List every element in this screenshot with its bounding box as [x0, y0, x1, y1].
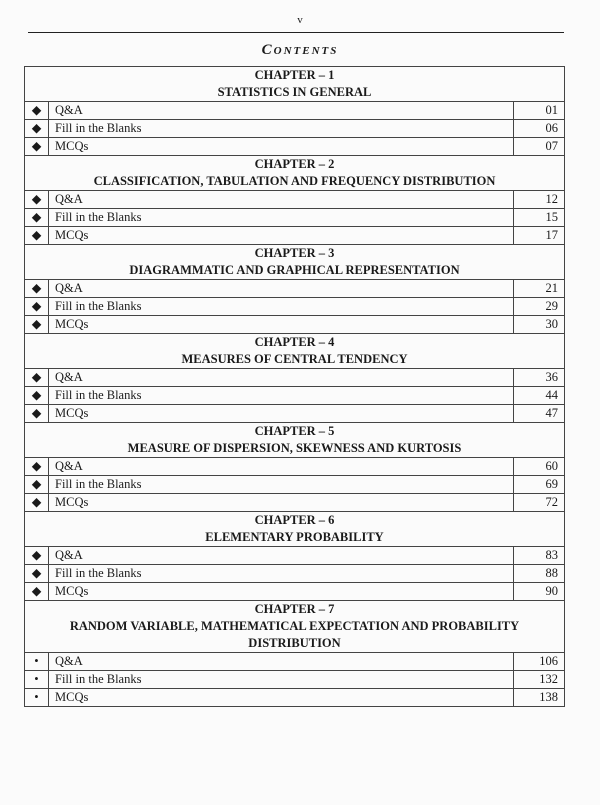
chapter-header-row [25, 67, 565, 102]
toc-entry-page: 106 [514, 653, 565, 671]
toc-entry-page: 90 [514, 583, 565, 601]
toc-entry-row[interactable] [25, 476, 565, 494]
chapter-label: CHAPTER – 2 [254, 157, 335, 171]
toc-entry-row[interactable] [25, 138, 565, 156]
toc-entry-label: Q&A [49, 102, 514, 120]
chapter-header-row [25, 245, 565, 280]
toc-entry-label: Q&A [49, 191, 514, 209]
chapter-heading [25, 512, 565, 547]
chapter-header-row [25, 423, 565, 458]
chapter-label: CHAPTER – 7 [254, 602, 335, 616]
chapter-label: CHAPTER – 4 [254, 335, 335, 349]
diamond-bullet-icon: ◆ [25, 316, 49, 334]
toc-entry-row[interactable] [25, 583, 565, 601]
toc-entry-row[interactable] [25, 565, 565, 583]
chapter-heading [25, 601, 565, 653]
toc-entry-page: 83 [514, 547, 565, 565]
chapter-title: STATISTICS IN GENERAL [217, 85, 372, 99]
chapter-label: CHAPTER – 3 [254, 246, 335, 260]
toc-entry-row[interactable] [25, 227, 565, 245]
page-title [0, 42, 600, 59]
toc-entry-row[interactable] [25, 653, 565, 671]
toc-entry-row[interactable] [25, 209, 565, 227]
chapter-title: DIAGRAMMATIC AND GRAPHICAL REPRESENTATION [129, 263, 460, 277]
chapter-label: CHAPTER – 1 [254, 68, 335, 82]
toc-entry-label: Fill in the Blanks [49, 565, 514, 583]
chapter-header-row [25, 334, 565, 369]
toc-entry-label: MCQs [49, 494, 514, 512]
toc-entry-label: Q&A [49, 280, 514, 298]
diamond-bullet-icon: • [25, 653, 49, 671]
toc-entry-page: 47 [514, 405, 565, 423]
diamond-bullet-icon: ◆ [25, 191, 49, 209]
diamond-bullet-icon: • [25, 671, 49, 689]
toc-entry-row[interactable] [25, 120, 565, 138]
diamond-bullet-icon: ◆ [25, 209, 49, 227]
chapter-header-row [25, 512, 565, 547]
toc-entry-row[interactable] [25, 671, 565, 689]
toc-entry-label: Q&A [49, 458, 514, 476]
toc-entry-page: 21 [514, 280, 565, 298]
toc-entry-page: 44 [514, 387, 565, 405]
diamond-bullet-icon: ◆ [25, 476, 49, 494]
toc-entry-row[interactable] [25, 689, 565, 707]
toc-entry-row[interactable] [25, 405, 565, 423]
chapter-title: RANDOM VARIABLE, MATHEMATICAL EXPECTATION AND PROBABILITY DISTRIBUTION [69, 619, 520, 650]
diamond-bullet-icon: • [25, 689, 49, 707]
toc-entry-page: 72 [514, 494, 565, 512]
toc-entry-label: Q&A [49, 547, 514, 565]
diamond-bullet-icon: ◆ [25, 494, 49, 512]
toc-entry-label: MCQs [49, 689, 514, 707]
diamond-bullet-icon: ◆ [25, 120, 49, 138]
diamond-bullet-icon: ◆ [25, 565, 49, 583]
toc-entry-row[interactable] [25, 298, 565, 316]
header-rule [28, 32, 564, 33]
title-rest: ONTENTS [273, 45, 339, 57]
contents-table [24, 66, 565, 707]
toc-entry-page: 36 [514, 369, 565, 387]
toc-entry-label: Fill in the Blanks [49, 387, 514, 405]
chapter-heading [25, 334, 565, 369]
chapter-header-row [25, 601, 565, 653]
diamond-bullet-icon: ◆ [25, 458, 49, 476]
toc-entry-row[interactable] [25, 191, 565, 209]
chapter-title: CLASSIFICATION, TABULATION AND FREQUENCY DISTRIBUTION [93, 174, 496, 188]
chapter-heading [25, 67, 565, 102]
chapter-heading [25, 156, 565, 191]
chapter-title: MEASURES OF CENTRAL TENDENCY [181, 352, 408, 366]
toc-entry-label: Q&A [49, 653, 514, 671]
toc-entry-label: MCQs [49, 316, 514, 334]
toc-entry-label: Fill in the Blanks [49, 298, 514, 316]
toc-entry-page: 12 [514, 191, 565, 209]
toc-entry-row[interactable] [25, 369, 565, 387]
chapter-heading [25, 245, 565, 280]
toc-entry-page: 01 [514, 102, 565, 120]
chapter-title: ELEMENTARY PROBABILITY [205, 530, 384, 544]
toc-entry-label: Fill in the Blanks [49, 209, 514, 227]
diamond-bullet-icon: ◆ [25, 227, 49, 245]
diamond-bullet-icon: ◆ [25, 547, 49, 565]
diamond-bullet-icon: ◆ [25, 298, 49, 316]
diamond-bullet-icon: ◆ [25, 102, 49, 120]
toc-entry-row[interactable] [25, 387, 565, 405]
page-number: v [297, 14, 303, 26]
toc-entry-label: MCQs [49, 583, 514, 601]
chapter-label: CHAPTER – 5 [254, 424, 335, 438]
toc-entry-row[interactable] [25, 280, 565, 298]
diamond-bullet-icon: ◆ [25, 583, 49, 601]
toc-entry-page: 30 [514, 316, 565, 334]
toc-entry-label: MCQs [49, 227, 514, 245]
toc-entry-row[interactable] [25, 316, 565, 334]
toc-entry-label: MCQs [49, 405, 514, 423]
title-initial: C [261, 42, 274, 58]
toc-entry-label: Fill in the Blanks [49, 120, 514, 138]
toc-entry-page: 88 [514, 565, 565, 583]
toc-entry-row[interactable] [25, 494, 565, 512]
toc-entry-page: 15 [514, 209, 565, 227]
toc-entry-page: 17 [514, 227, 565, 245]
toc-entry-row[interactable] [25, 458, 565, 476]
toc-entry-page: 29 [514, 298, 565, 316]
toc-entry-label: Fill in the Blanks [49, 671, 514, 689]
diamond-bullet-icon: ◆ [25, 280, 49, 298]
toc-entry-label: Fill in the Blanks [49, 476, 514, 494]
chapter-header-row [25, 156, 565, 191]
chapter-label: CHAPTER – 6 [254, 513, 335, 527]
diamond-bullet-icon: ◆ [25, 138, 49, 156]
toc-entry-page: 69 [514, 476, 565, 494]
toc-entry-page: 138 [514, 689, 565, 707]
toc-entry-row[interactable] [25, 547, 565, 565]
diamond-bullet-icon: ◆ [25, 369, 49, 387]
toc-entry-label: MCQs [49, 138, 514, 156]
toc-entry-page: 60 [514, 458, 565, 476]
diamond-bullet-icon: ◆ [25, 387, 49, 405]
toc-entry-label: Q&A [49, 369, 514, 387]
toc-entry-row[interactable] [25, 102, 565, 120]
diamond-bullet-icon: ◆ [25, 405, 49, 423]
toc-entry-page: 132 [514, 671, 565, 689]
toc-entry-page: 06 [514, 120, 565, 138]
chapter-heading [25, 423, 565, 458]
chapter-title: MEASURE OF DISPERSION, SKEWNESS AND KURTOSIS [127, 441, 462, 455]
toc-entry-page: 07 [514, 138, 565, 156]
